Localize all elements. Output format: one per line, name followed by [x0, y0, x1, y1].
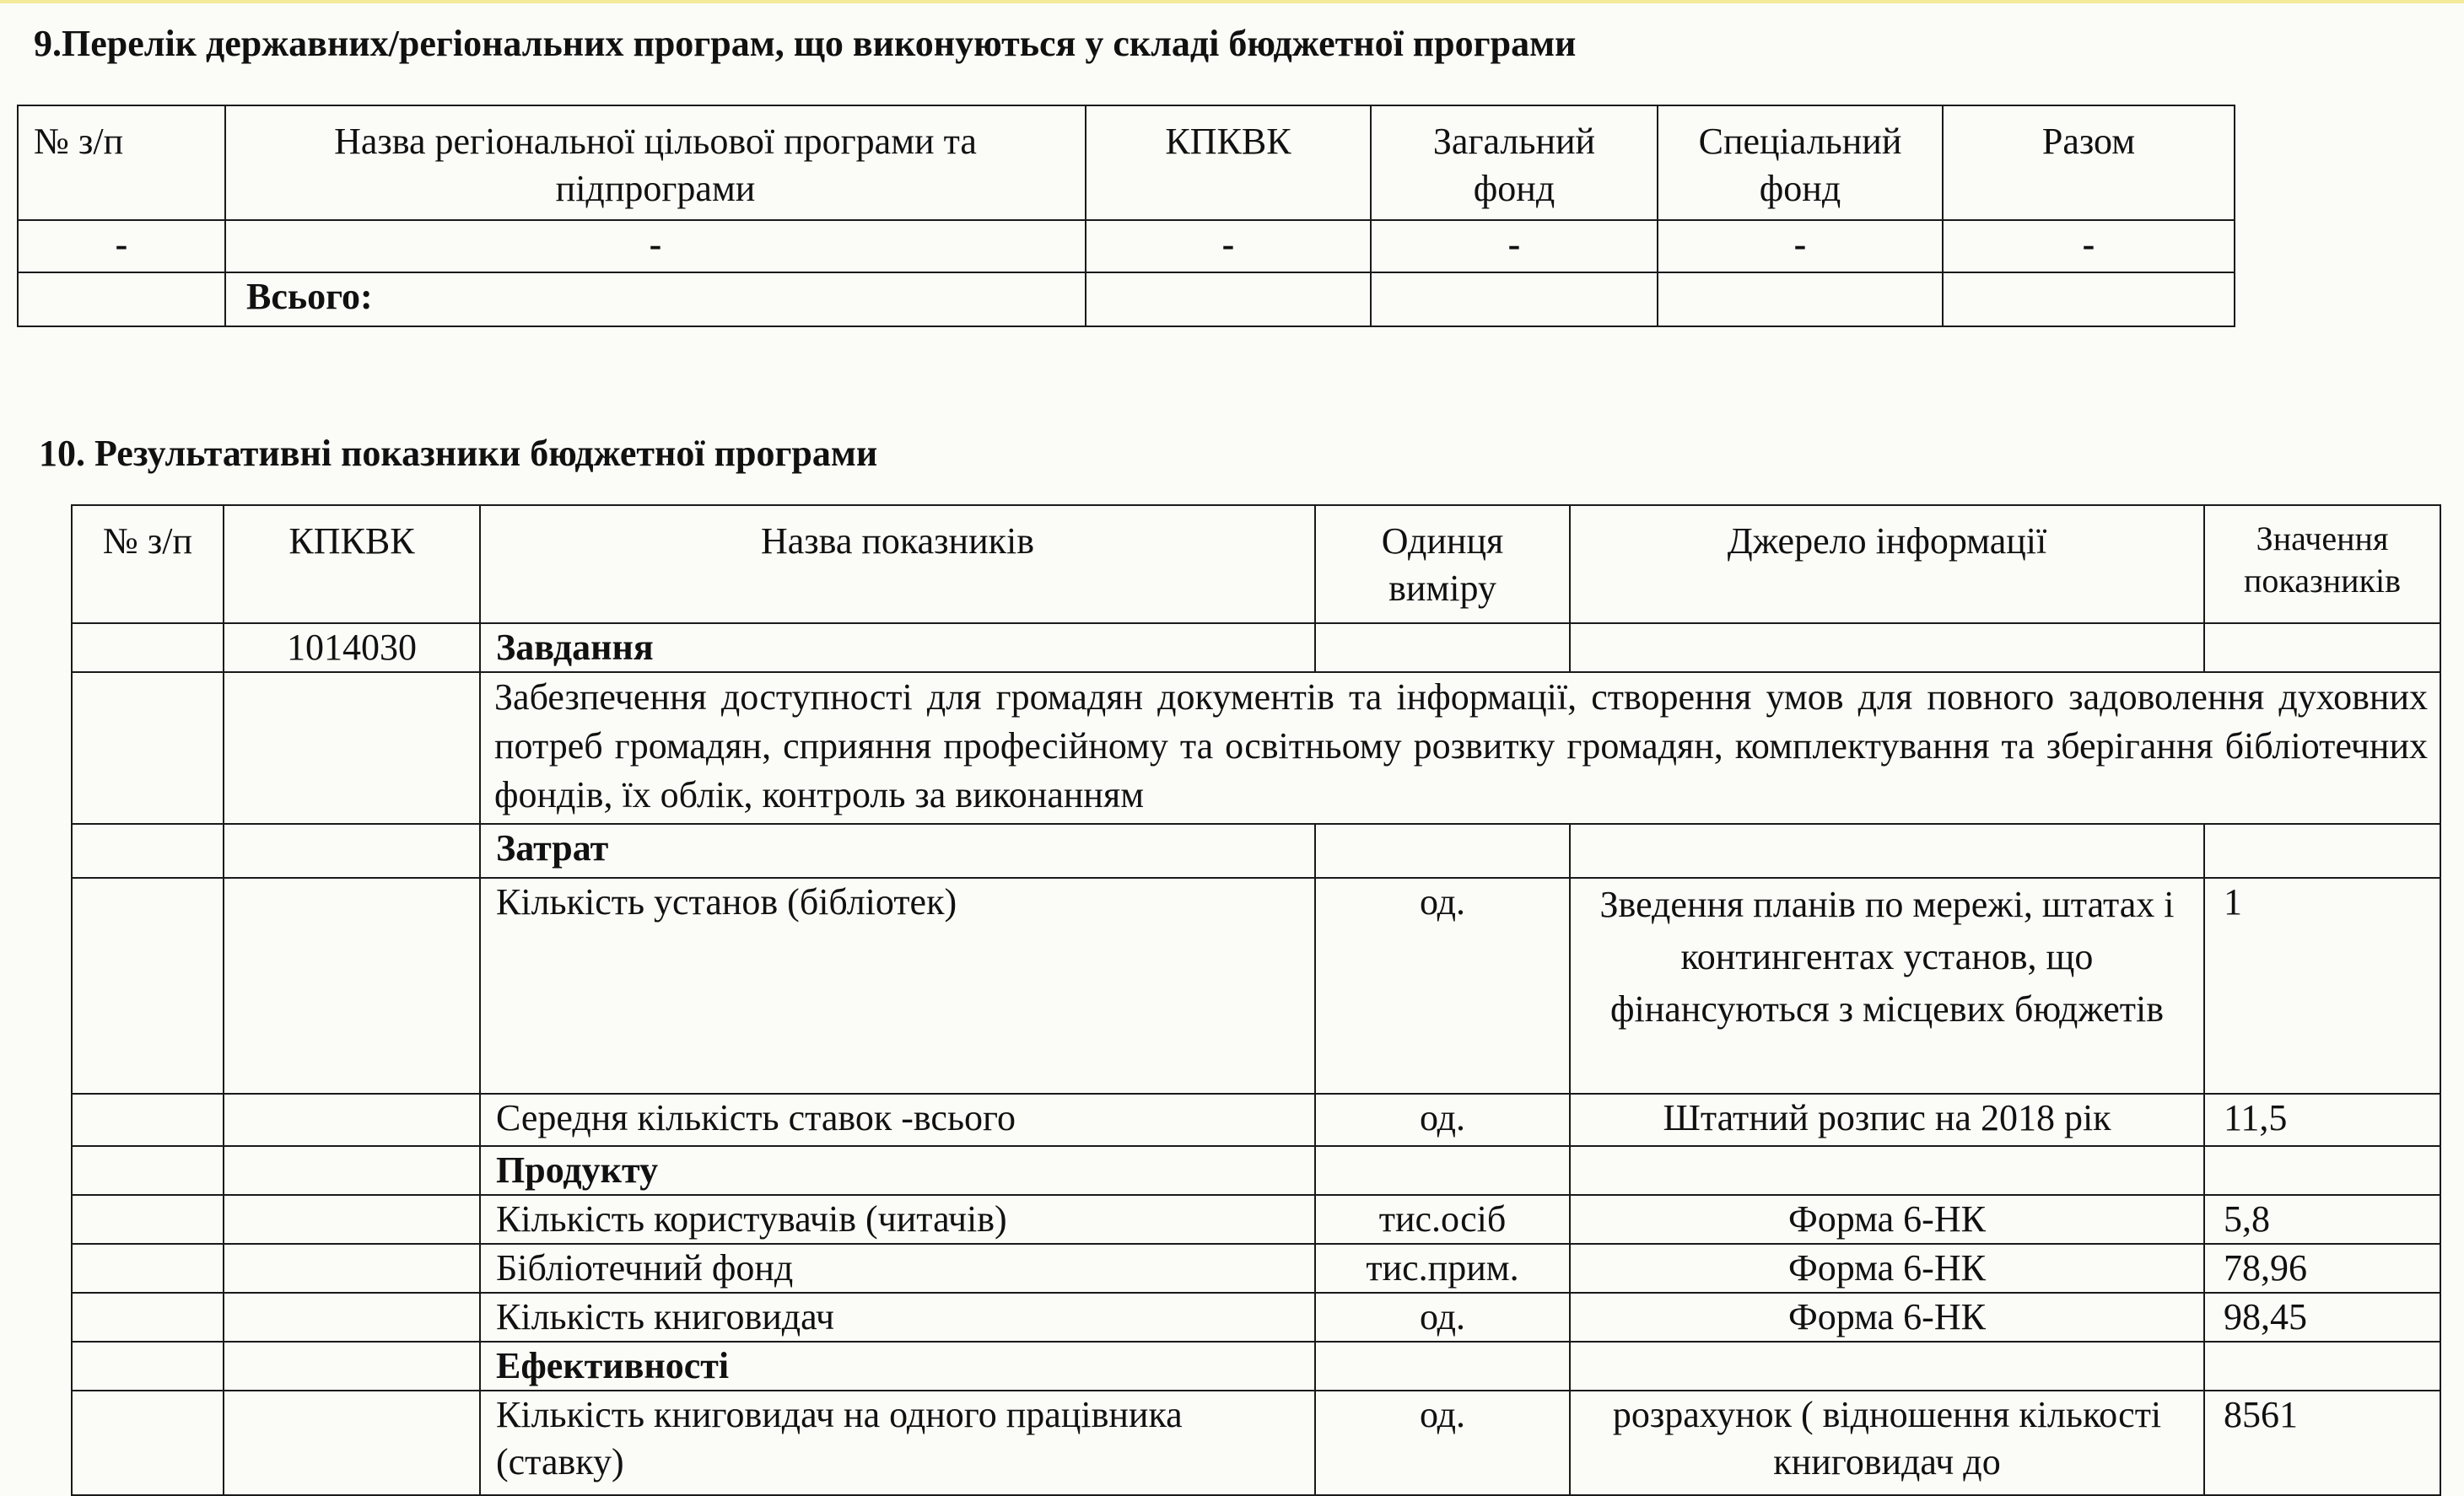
- indicator-value: 98,45: [2204, 1293, 2440, 1342]
- header-unit: Одинця виміру: [1315, 505, 1570, 623]
- group-efficiency-label: Ефективності: [480, 1342, 1315, 1391]
- scan-top-edge: [0, 0, 2464, 3]
- indicator-source: розрахунок ( відношення кількості книговидач до: [1570, 1391, 2204, 1495]
- header-special-fund: Спеціальний фонд: [1658, 105, 1943, 220]
- programs-table-total-row: [18, 272, 2235, 326]
- programs-table-row: [18, 220, 2235, 272]
- indicator-value: 8561: [2204, 1391, 2440, 1495]
- header-program-name: Назва регіональної цільової програми та підпрограми: [225, 105, 1086, 220]
- indicators-table: [71, 504, 2441, 1496]
- indicator-unit: тис.прим.: [1315, 1244, 1570, 1293]
- indicator-row: [72, 1293, 2440, 1342]
- header-kpkvk: КПКВК: [1086, 105, 1371, 220]
- indicator-name: Бібліотечний фонд: [480, 1244, 1315, 1293]
- group-product-label: Продукту: [480, 1146, 1315, 1195]
- group-costs-label: Затрат: [480, 824, 1315, 878]
- indicator-source: Форма 6-НК: [1570, 1195, 2204, 1244]
- task-label: Завдання: [480, 623, 1315, 672]
- indicator-source: Форма 6-НК: [1570, 1244, 2204, 1293]
- row-num: -: [18, 220, 225, 272]
- indicator-name: Середня кількість ставок -всього: [480, 1094, 1315, 1146]
- group-row-product: [72, 1146, 2440, 1195]
- section-10-title: 10. Результативні показники бюджетної програми: [39, 433, 878, 474]
- task-row: [72, 623, 2440, 672]
- row-total: -: [1943, 220, 2235, 272]
- header-value: Значення показників: [2204, 505, 2440, 623]
- indicator-unit: од.: [1315, 1391, 1570, 1495]
- indicator-name: Кількість користувачів (читачів): [480, 1195, 1315, 1244]
- indicator-row: [72, 1244, 2440, 1293]
- indicator-value: 11,5: [2204, 1094, 2440, 1146]
- indicator-source: Зведення планів по мережі, штатах і контингентах установ, що фінансуються з місцевих бюджетів: [1570, 878, 2204, 1094]
- task-kpkvk: 1014030: [224, 623, 480, 672]
- header-kpkvk: КПКВК: [224, 505, 480, 623]
- indicator-row: [72, 1195, 2440, 1244]
- indicator-value: 1: [2204, 878, 2440, 1094]
- indicator-unit: тис.осіб: [1315, 1195, 1570, 1244]
- indicator-row: [72, 1391, 2440, 1495]
- indicators-table-header: [72, 505, 2440, 623]
- indicator-row: [72, 1094, 2440, 1146]
- indicator-value: 5,8: [2204, 1195, 2440, 1244]
- header-source: Джерело інформації: [1570, 505, 2204, 623]
- indicator-name: Кількість книговидач: [480, 1293, 1315, 1342]
- indicator-value: 78,96: [2204, 1244, 2440, 1293]
- indicator-unit: од.: [1315, 1293, 1570, 1342]
- group-row-efficiency: [72, 1342, 2440, 1391]
- row-special-fund: -: [1658, 220, 1943, 272]
- programs-table-header: [18, 105, 2235, 220]
- indicator-unit: од.: [1315, 878, 1570, 1094]
- indicator-name: Кількість установ (бібліотек): [480, 878, 1315, 1094]
- indicator-row: [72, 878, 2440, 1094]
- total-label: Всього:: [225, 272, 1086, 326]
- section-9-title: 9.Перелік державних/регіональних програм, що виконуються у складі бюджетної програми: [34, 23, 1577, 64]
- group-row-costs: [72, 824, 2440, 878]
- task-description: Забезпечення доступності для громадян документів та інформації, створення умов для повного задоволення духовних потреб громадян, сприяння професійному та освітньому розвитку громадян, комплектування та зберігання бібліотечних фондів, їх облік, контроль за виконанням: [480, 672, 2440, 824]
- indicator-name: Кількість книговидач на одного працівника (ставку): [480, 1391, 1315, 1495]
- indicator-source: Форма 6-НК: [1570, 1293, 2204, 1342]
- indicator-source: Штатний розпис на 2018 рік: [1570, 1094, 2204, 1146]
- header-num: № з/п: [18, 105, 225, 220]
- row-program-name: -: [225, 220, 1086, 272]
- header-indicator-name: Назва показників: [480, 505, 1315, 623]
- programs-table: [17, 105, 2235, 327]
- row-general-fund: -: [1371, 220, 1658, 272]
- header-num: № з/п: [72, 505, 224, 623]
- header-general-fund: Загальний фонд: [1371, 105, 1658, 220]
- indicator-unit: од.: [1315, 1094, 1570, 1146]
- header-total: Разом: [1943, 105, 2235, 220]
- row-kpkvk: -: [1086, 220, 1371, 272]
- task-description-row: [72, 672, 2440, 824]
